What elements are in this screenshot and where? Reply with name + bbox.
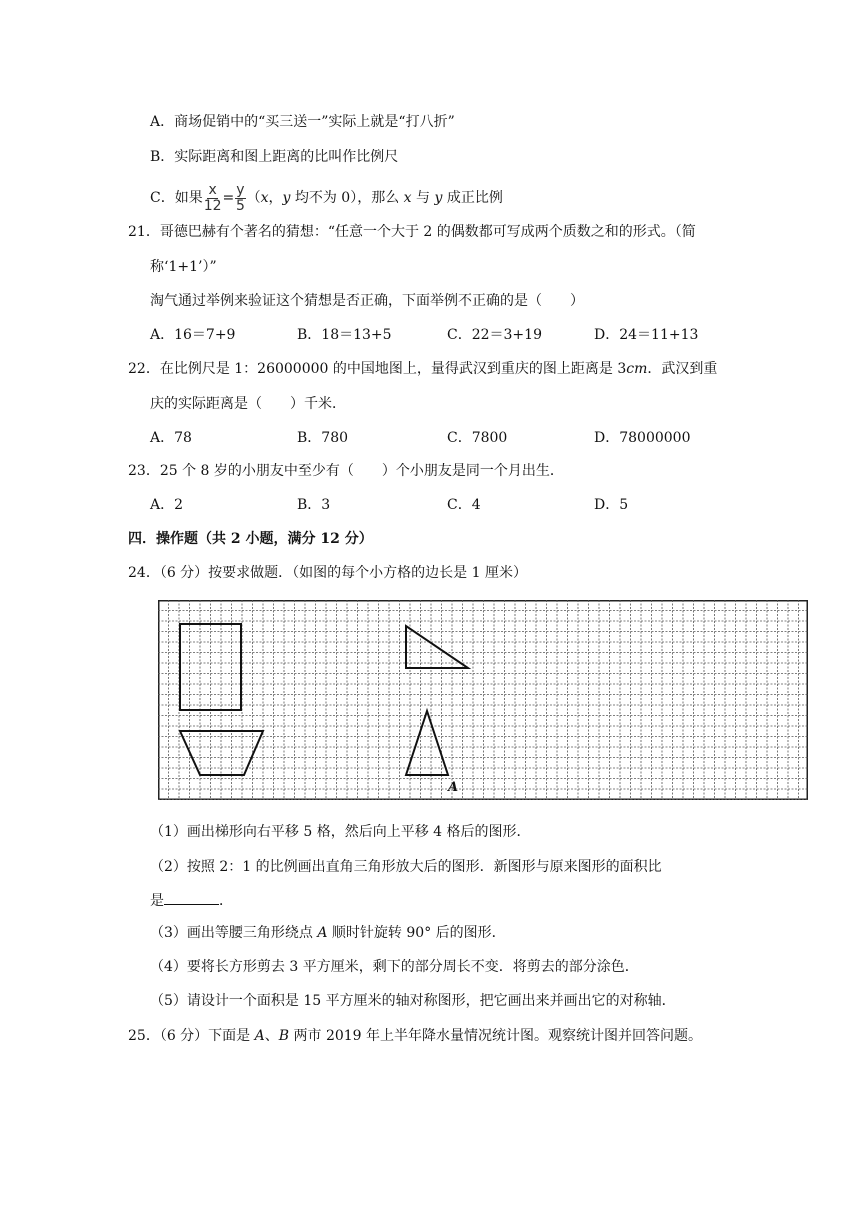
q24-sub5: （5）请设计一个面积是 15 平方厘米的轴对称图形，把它画出来并画出它的对称轴． — [150, 993, 676, 1009]
q24-sub4: （4）要将长方形剪去 3 平方厘米，剩下的部分周长不变．将剪去的部分涂色． — [150, 959, 639, 975]
q24-sub2-suffix: ． — [219, 893, 233, 909]
equals-sign: = — [222, 190, 235, 206]
q21-stem-line3: 淘气通过举例来验证这个猜想是否正确，下面举例不正确的是（ ） — [150, 293, 584, 309]
q22-option-b: B．780 — [297, 430, 349, 446]
q23-option-a: A．2 — [150, 497, 184, 513]
q22-option-a: A．78 — [150, 430, 192, 446]
point-a-label: A — [448, 780, 459, 795]
q20-option-c-prefix: C．如果 — [150, 190, 203, 206]
q23-option-b: B．3 — [297, 497, 331, 513]
q22-stem-line2: 庆的实际距离是（ ）千米． — [150, 396, 346, 412]
q24-sub3-text: 顺时针旋转 90° 后的图形． — [327, 925, 506, 941]
separator: 、 — [264, 1028, 279, 1044]
point-a: A — [317, 925, 328, 941]
q25-text: 两市 2019 年上半年降水量情况统计图。观察统计图并回答问题。 — [289, 1028, 703, 1044]
city-a: A — [254, 1028, 265, 1044]
q23-stem: 23．25 个 8 岁的小朋友中至少有（ ）个小朋友是同一个月出生． — [128, 463, 564, 479]
q24-stem: 24．（6 分）按要求做题．（如图的每个小方格的边长是 1 厘米） — [128, 565, 527, 581]
q25-text: 25．（6 分）下面是 — [128, 1028, 255, 1044]
q22-option-d: D．78000000 — [594, 430, 691, 446]
fraction-denominator: 12 — [203, 197, 222, 214]
q22-stem-line1 — [128, 359, 717, 379]
q21-stem-line2: 称‘1+1’）” — [150, 259, 217, 275]
unit-cm: cm — [626, 361, 648, 377]
q21-option-c: C．22＝3+19 — [447, 327, 542, 343]
var-x: x — [403, 190, 412, 206]
q20-option-c-text: 与 — [411, 190, 435, 206]
var-y: y — [282, 190, 291, 206]
q24-sub3 — [150, 923, 506, 943]
q24-sub2-prefix: 是 — [150, 893, 164, 909]
q23-option-d: D．5 — [594, 497, 629, 513]
q24-sub1: （1）画出梯形向右平移 5 格，然后向上平移 4 格后的图形． — [150, 824, 531, 840]
comma: ， — [268, 190, 283, 206]
q20-fraction-y-5 — [235, 183, 245, 214]
q24-sub2-cont — [150, 890, 233, 911]
q20-option-a: A．商场促销中的“买三送一”实际上就是“打八折” — [150, 114, 455, 130]
q22-stem-text: ．武汉到重 — [647, 361, 718, 377]
answer-blank[interactable] — [164, 890, 219, 905]
q24-sub3-text: （3）画出等腰三角形绕点 — [150, 925, 318, 941]
q21-option-a: A．16＝7+9 — [150, 327, 236, 343]
q20-fraction-x-12 — [204, 183, 222, 214]
fraction-numerator: x — [208, 181, 217, 198]
q21-option-d: D．24＝11+13 — [594, 327, 699, 343]
q25-stem — [128, 1026, 702, 1046]
q21-option-b: B．18＝13+5 — [297, 327, 392, 343]
q22-stem-text: 22．在比例尺是 1：26000000 的中国地图上，量得武汉到重庆的图上距离是 3 — [128, 361, 627, 377]
trapezoid-shape — [180, 731, 263, 775]
q21-stem-line1: 21．哥德巴赫有个著名的猜想：“任意一个大于 2 的偶数都可写成两个质数之和的形式。（简 — [128, 224, 696, 240]
fraction-numerator: y — [236, 181, 245, 198]
grid-border — [159, 601, 808, 800]
section-heading: 四．操作题（共 2 小题，满分 12 分） — [128, 531, 373, 547]
grid-lines — [158, 600, 808, 800]
q20-option-c-text: 均不为 0），那么 — [290, 190, 404, 206]
var-y: y — [434, 190, 443, 206]
q20-option-c-text: （ — [246, 190, 261, 206]
grid-figure — [158, 600, 808, 800]
q22-option-c: C．7800 — [447, 430, 508, 446]
q24-sub2: （2）按照 2：1 的比例画出直角三角形放大后的图形．新图形与原来图形的面积比 — [150, 859, 662, 875]
q23-option-c: C．4 — [447, 497, 481, 513]
q20-option-b: B．实际距离和图上距离的比叫作比例尺 — [150, 149, 399, 165]
right-triangle-shape — [406, 626, 468, 668]
city-b: B — [278, 1028, 290, 1044]
q20-option-c-suffix: 成正比例 — [442, 190, 503, 206]
q20-option-c — [150, 180, 503, 216]
fraction-denominator: 5 — [235, 197, 245, 214]
var-x: x — [260, 190, 269, 206]
